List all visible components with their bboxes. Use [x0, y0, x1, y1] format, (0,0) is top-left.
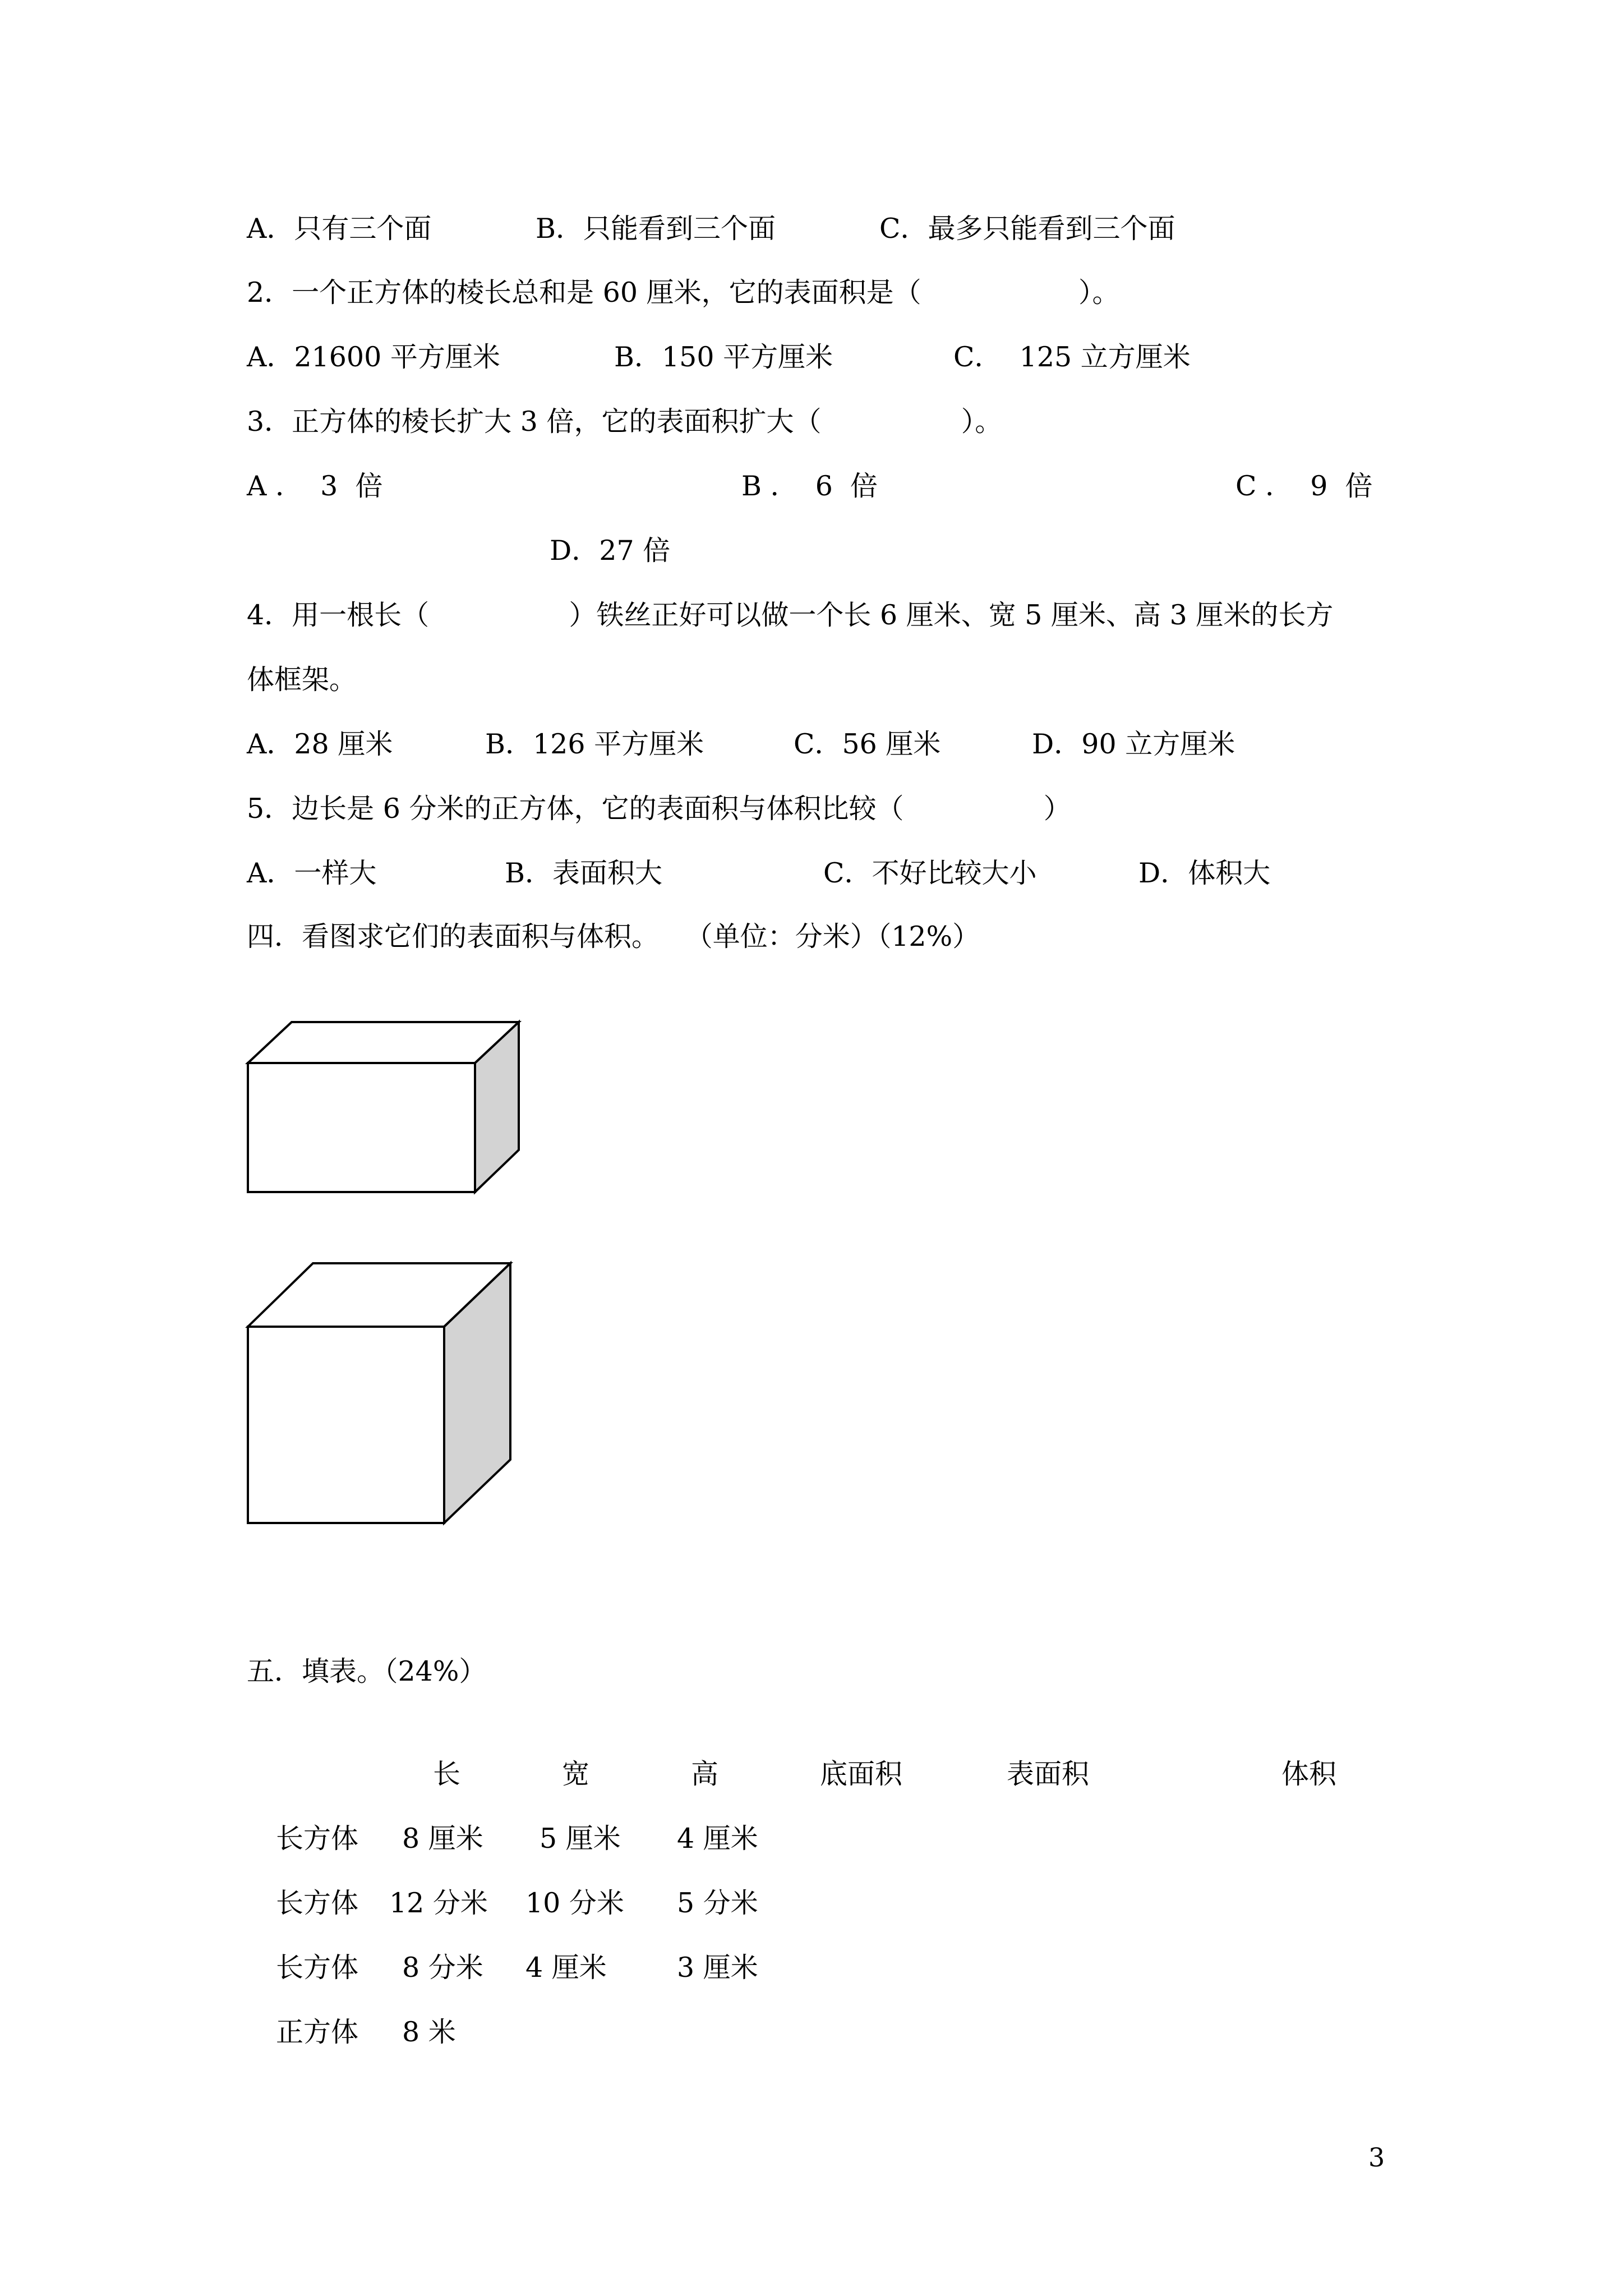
q3-option-c: C ． 9 倍 — [1235, 470, 1373, 502]
page-number: 3 — [1368, 2142, 1385, 2173]
table-row-1-height: 4 厘米 — [677, 1823, 758, 1855]
q4-stem-line1: 4．用一根长（ ）铁丝正好可以做一个长 6 厘米、宽 5 厘米、高 3 厘米的长方 — [247, 599, 1334, 631]
q2-stem: 2．一个正方体的棱长总和是 60 厘米，它的表面积是（ ）。 — [247, 277, 1120, 309]
q4-option-c: C．56 厘米 — [794, 728, 941, 760]
q5-option-c: C．不好比较大小 — [823, 857, 1037, 889]
q4-option-d: D．90 立方厘米 — [1032, 728, 1235, 760]
table-row-2-shape: 长方体 — [276, 1887, 359, 1919]
table-row-3-height: 3 厘米 — [677, 1952, 758, 1984]
section5-title: 五．填表。（24%） — [247, 1655, 487, 1687]
q5-stem: 5．边长是 6 分米的正方体，它的表面积与体积比较（ ） — [247, 793, 1071, 825]
cube-figure — [241, 1257, 522, 1531]
q2-option-b: B．150 平方厘米 — [614, 341, 833, 373]
table-row-1-shape: 长方体 — [276, 1823, 359, 1855]
q3-option-a: A ． 3 倍 — [247, 470, 383, 502]
q3-option-d: D．27 倍 — [550, 535, 671, 567]
table-row-2-height: 5 分米 — [677, 1887, 758, 1919]
q2-option-c: C． 125 立方厘米 — [953, 341, 1191, 373]
table-row-1-length: 8 厘米 — [402, 1823, 483, 1855]
q3-option-b: B ． 6 倍 — [741, 470, 878, 502]
table-row-4-length: 8 米 — [402, 2016, 456, 2048]
cuboid-figure — [241, 1015, 527, 1200]
q3-stem: 3．正方体的棱长扩大 3 倍，它的表面积扩大（ ）。 — [247, 406, 1003, 438]
table-row-3-width: 4 厘米 — [525, 1952, 607, 1984]
table-header-surface-area: 表面积 — [1007, 1758, 1090, 1790]
q5-option-d: D．体积大 — [1138, 857, 1271, 889]
q5-option-b: B．表面积大 — [505, 857, 663, 889]
table-header-height: 高 — [691, 1758, 719, 1790]
table-row-1-width: 5 厘米 — [540, 1823, 621, 1855]
q1-option-b: B．只能看到三个面 — [536, 213, 776, 245]
q5-option-a: A．一样大 — [247, 857, 377, 889]
table-header-volume: 体积 — [1281, 1758, 1337, 1790]
table-header-base-area: 底面积 — [820, 1758, 903, 1790]
table-row-2-width: 10 分米 — [525, 1887, 624, 1919]
q4-option-b: B．126 平方厘米 — [485, 728, 704, 760]
q4-stem-line2: 体框架。 — [247, 664, 357, 696]
q2-option-a: A．21600 平方厘米 — [247, 341, 500, 373]
table-row-3-shape: 长方体 — [276, 1952, 359, 1984]
table-row-3-length: 8 分米 — [402, 1952, 483, 1984]
section4-title: 四．看图求它们的表面积与体积。 （单位：分米）（12%） — [247, 921, 980, 953]
table-row-4-shape: 正方体 — [276, 2016, 359, 2048]
q1-option-a: A．只有三个面 — [247, 213, 432, 245]
q4-option-a: A．28 厘米 — [247, 728, 393, 760]
table-header-width: 宽 — [562, 1758, 590, 1790]
q1-option-c: C．最多只能看到三个面 — [879, 213, 1175, 245]
table-header-length: 长 — [433, 1758, 461, 1790]
table-row-2-length: 12 分米 — [389, 1887, 488, 1919]
